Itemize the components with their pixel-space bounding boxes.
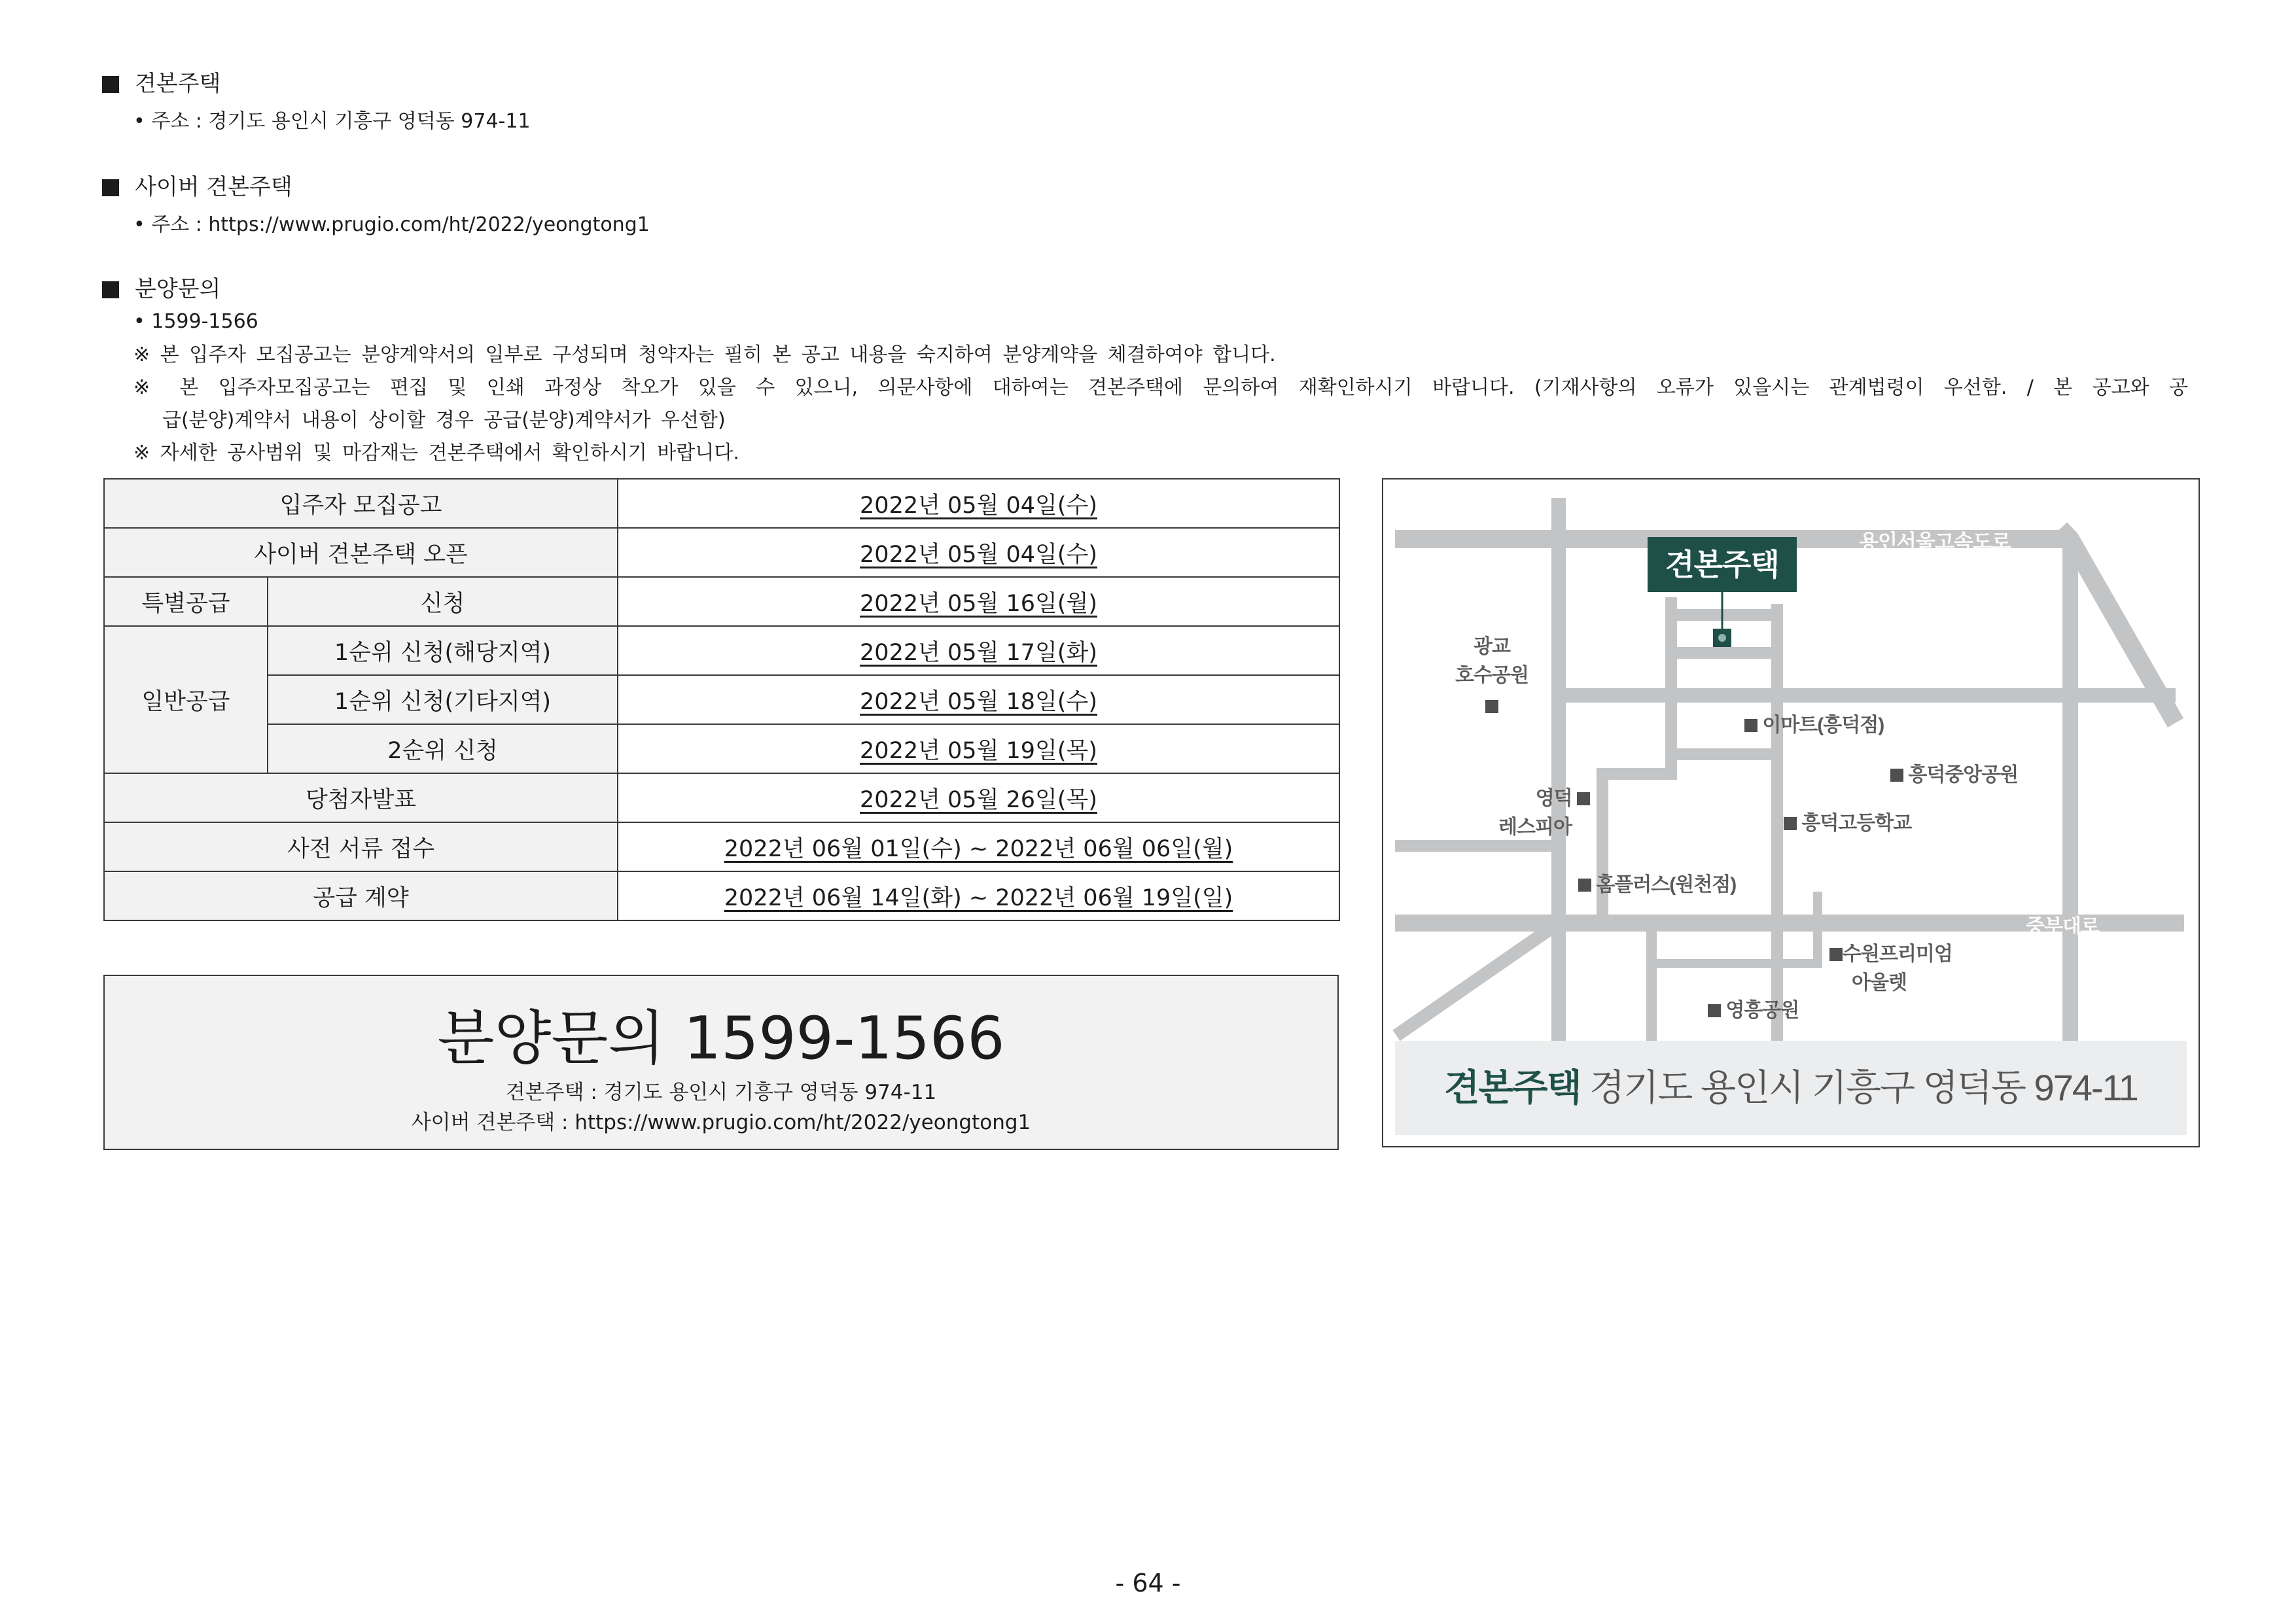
schedule-date: 2022년 06월 14일(화) ~ 2022년 06월 19일(일) <box>618 871 1339 920</box>
map-label-heungdeok-park: 흥덕중앙공원 <box>1890 758 2018 787</box>
page-number: - 64 - <box>1115 1569 1181 1597</box>
map-footer <box>1395 1041 2187 1135</box>
map-label-expressway: 용인서울고속도로 <box>1859 531 2011 553</box>
place-marker-icon <box>1485 700 1498 713</box>
square-bullet-icon <box>102 281 119 298</box>
map-badge: 견본주택 <box>1648 537 1797 592</box>
map-label-yeongdeok: 영덕 레스피아 <box>1498 782 1590 839</box>
schedule-date: 2022년 05월 04일(수) <box>618 479 1339 528</box>
schedule-label: 2순위 신청 <box>268 724 618 773</box>
schedule-group-label: 특별공급 <box>104 577 268 626</box>
place-marker-icon <box>1577 792 1590 805</box>
table-row <box>104 528 1339 577</box>
schedule-table <box>103 478 1340 921</box>
notice-line: ※ 본 입주자 모집공고는 분양계약서의 일부로 구성되며 청약자는 필히 본 공고 내용을 숙지하여 분양계약을 체결하여야 합니다. <box>133 343 1276 366</box>
map-footer-address: 경기도 용인시 기흥구 영덕동 974-11 <box>1589 1067 2138 1108</box>
schedule-date: 2022년 05월 19일(목) <box>618 724 1339 773</box>
map-label-jungbu: 중부대로 <box>2026 916 2099 937</box>
map-label-lake-park-line: 광교 <box>1474 636 1510 657</box>
schedule-label: 당첨자발표 <box>104 773 618 822</box>
cyber-address: • 주소 : https://www.prugio.com/ht/2022/yeongtong1 <box>133 213 650 236</box>
schedule-date: 2022년 05월 17일(화) <box>618 626 1339 675</box>
inquiry-model-house-line: 견본주택 : 경기도 용인시 기흥구 영덕동 974-11 <box>505 1081 937 1104</box>
map-label-homeplus: 홈플러스(원천점) <box>1578 868 1736 897</box>
place-marker-icon <box>1708 1004 1721 1017</box>
map-label-heungdeok-high: 흥덕고등학교 <box>1784 807 1911 835</box>
place-marker-icon <box>1890 769 1903 782</box>
inquiry-cyber-line: 사이버 견본주택 : https://www.prugio.com/ht/2022/yeongtong1 <box>411 1111 1031 1134</box>
schedule-label: 신청 <box>268 577 618 626</box>
map-label-emart: 이마트(흥덕점) <box>1744 708 1884 737</box>
schedule-date: 2022년 05월 04일(수) <box>618 528 1339 577</box>
schedule-date: 2022년 06월 01일(수) ~ 2022년 06월 06일(월) <box>618 822 1339 871</box>
map-label-lake-park-line: 호수공원 <box>1455 665 1528 686</box>
inquiry-phone: • 1599-1566 <box>133 310 258 333</box>
model-house-address: • 주소 : 경기도 용인시 기흥구 영덕동 974-11 <box>133 110 531 133</box>
section-model-house-title: 견본주택 <box>102 65 221 97</box>
schedule-date: 2022년 05월 18일(수) <box>618 675 1339 724</box>
map-label-lake-park <box>1453 630 1531 718</box>
place-marker-icon <box>1578 879 1591 892</box>
schedule-label: 사이버 견본주택 오픈 <box>104 528 618 577</box>
section-inquiry-title: 분양문의 <box>102 271 221 303</box>
inquiry-box <box>103 975 1339 1150</box>
section-cyber-title: 사이버 견본주택 <box>102 169 292 201</box>
square-bullet-icon <box>102 179 119 196</box>
map-label-outlet-line: 아울렛 <box>1852 972 1907 994</box>
map-footer-name: 견본주택 <box>1444 1067 1581 1108</box>
square-bullet-icon <box>102 76 119 93</box>
table-row <box>104 479 1339 528</box>
schedule-label: 사전 서류 접수 <box>104 822 618 871</box>
schedule-label: 1순위 신청(기타지역) <box>268 675 618 724</box>
table-row <box>104 626 1339 675</box>
notice-line: ※ 본 입주자모집공고는 편집 및 인쇄 과정상 착오가 있을 수 있으니, 의문사항에 대하여는 견본주택에 문의하여 재확인하시기 바랍니다. (기재사항의 오류가 있을시는 관계법령이 우선함. / 본 공고와 공 <box>133 376 2188 399</box>
location-map <box>1382 478 2200 1147</box>
schedule-label: 입주자 모집공고 <box>104 479 618 528</box>
map-label-yeongheung: 영흥공원 <box>1708 994 1799 1022</box>
table-row <box>104 822 1339 871</box>
map-label-outlet: 수원프리미엄 아울렛 <box>1829 937 1952 995</box>
schedule-date: 2022년 05월 26일(목) <box>618 773 1339 822</box>
table-row <box>104 675 1339 724</box>
map-label-yeongdeok-line: 레스피아 <box>1498 816 1572 838</box>
table-row <box>104 773 1339 822</box>
place-marker-icon <box>1744 719 1757 732</box>
schedule-label: 공급 계약 <box>104 871 618 920</box>
notice-line: ※ 자세한 공사범위 및 마감재는 견본주택에서 확인하시기 바랍니다. <box>133 442 739 464</box>
inquiry-heading: 분양문의 1599-1566 <box>437 1004 1005 1073</box>
place-marker-icon <box>1829 948 1843 961</box>
table-row <box>104 577 1339 626</box>
schedule-date: 2022년 05월 16일(월) <box>618 577 1339 626</box>
notice-line: 급(분양)계약서 내용이 상이할 경우 공급(분양)계약서가 우선함) <box>162 409 726 432</box>
schedule-group-label: 일반공급 <box>104 626 268 773</box>
schedule-label: 1순위 신청(해당지역) <box>268 626 618 675</box>
table-row <box>104 724 1339 773</box>
table-row <box>104 871 1339 920</box>
place-marker-icon <box>1784 817 1797 830</box>
